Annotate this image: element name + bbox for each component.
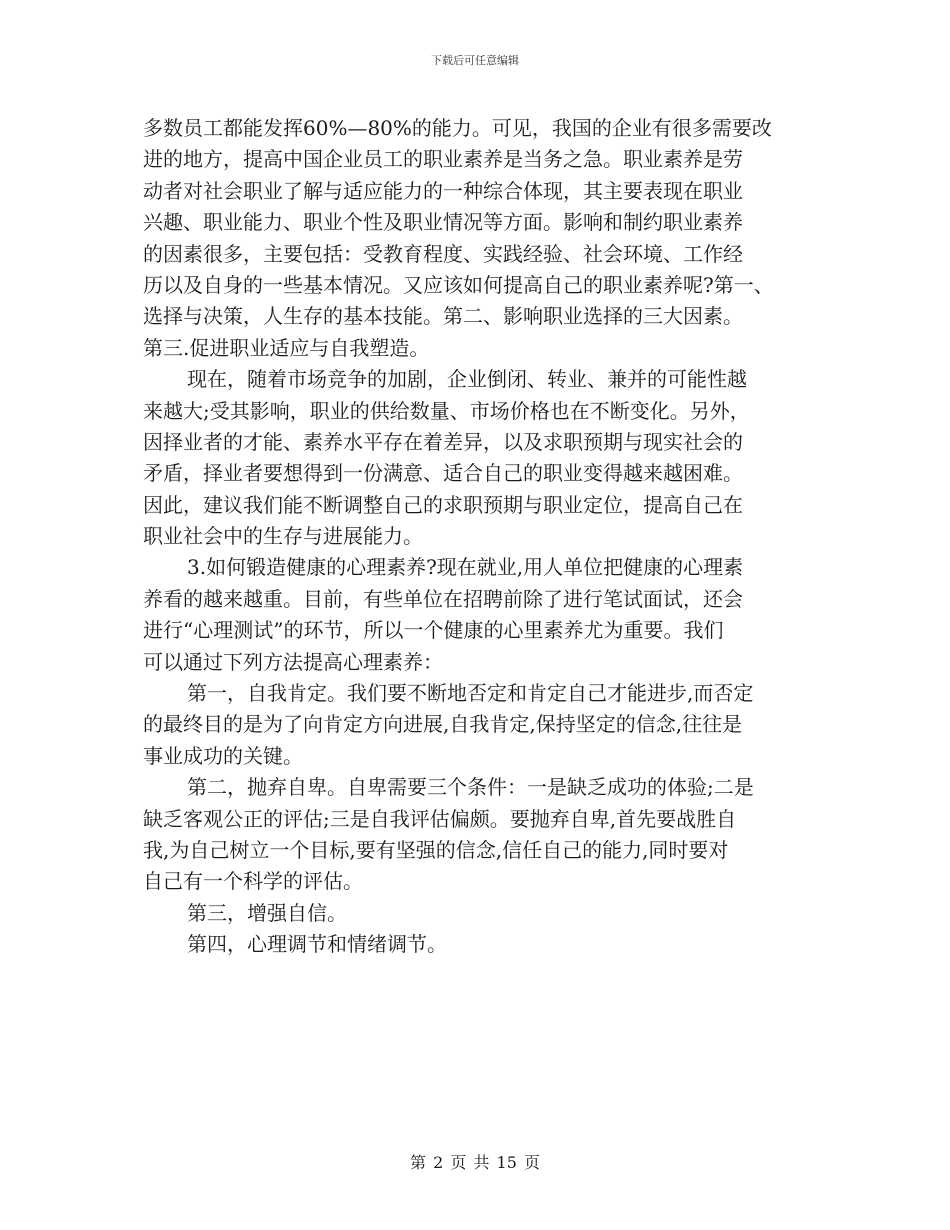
- text-line: 自己有一个科学的评估。: [143, 869, 363, 894]
- page-number-footer: 第 2 页 共 15 页: [410, 1153, 540, 1172]
- body-text: [143, 113, 823, 961]
- paragraph-first-line: 第四，心理调节和情绪调节。: [187, 932, 447, 957]
- text-line: 进行“心理测试”的环节，所以一个健康的心里素养尤为重要。我们: [143, 618, 724, 643]
- paragraph-first-line: 第二，抛弃自卑。自卑需要三个条件：一是缺乏成功的体验;二是: [187, 775, 754, 800]
- text-line: 我,为自己树立一个目标,要有坚强的信念,信任自己的能力,同时要对: [143, 837, 729, 862]
- text-line: 来越大;受其影响，职业的供给数量、市场价格也在不断变化。另外，: [143, 398, 750, 423]
- text-line: 的因素很多，主要包括：受教育程度、实践经验、社会环境、工作经: [143, 241, 743, 266]
- text-line: 缺乏客观公正的评估;三是自我评估偏颇。要抛弃自卑,首先要战胜自: [143, 806, 737, 831]
- paragraph-first-line: 现在，随着市场竞争的加剧，企业倒闭、转业、兼并的可能性越: [187, 367, 747, 392]
- text-line: 动者对社会职业了解与适应能力的一种综合体现，其主要表现在职业: [143, 178, 743, 203]
- text-line: 可以通过下列方法提高心理素养：: [143, 649, 443, 674]
- text-line: 进的地方，提高中国企业员工的职业素养是当务之急。职业素养是劳: [143, 147, 743, 172]
- text-line: 职业社会中的生存与进展能力。: [143, 524, 423, 549]
- text-line: 第三.促进职业适应与自我塑造。: [143, 335, 430, 360]
- paragraph-first-line: 第一，自我肯定。我们要不断地否定和肯定自己才能进步,而否定: [187, 681, 754, 706]
- text-line: 选择与决策，人生存的基本技能。第二、影响职业选择的三大因素。: [143, 304, 743, 329]
- text-line: 事业成功的关键。: [143, 743, 303, 768]
- text-line: 的最终目的是为了向肯定方向进展,自我肯定,保持坚定的信念,往往是: [143, 712, 743, 737]
- text-line: 矛盾，择业者要想得到一份满意、适合自己的职业变得越来越困难。: [143, 461, 743, 486]
- text-line: 因择业者的才能、素养水平存在着差异，以及求职预期与现实社会的: [143, 429, 743, 454]
- page-header-note: 下载后可任意编辑: [431, 54, 519, 67]
- text-line: 因此，建议我们能不断调整自己的求职预期与职业定位，提高自己在: [143, 492, 743, 517]
- text-line: 历以及自身的一些基本情况。又应该如何提高自己的职业素养呢?第一、: [143, 272, 774, 297]
- paragraph-first-line: 3.如何锻造健康的心理素养?现在就业,用人单位把健康的心理素: [187, 555, 744, 580]
- text-line: 兴趣、职业能力、职业个性及职业情况等方面。影响和制约职业素养: [143, 210, 743, 235]
- paragraph-first-line: 第三，增强自信。: [187, 900, 347, 925]
- text-line: 养看的越来越重。目前，有些单位在招聘前除了进行笔试面试，还会: [143, 586, 743, 611]
- text-line: 多数员工都能发挥60%—80%的能力。可见，我国的企业有很多需要改: [143, 116, 772, 140]
